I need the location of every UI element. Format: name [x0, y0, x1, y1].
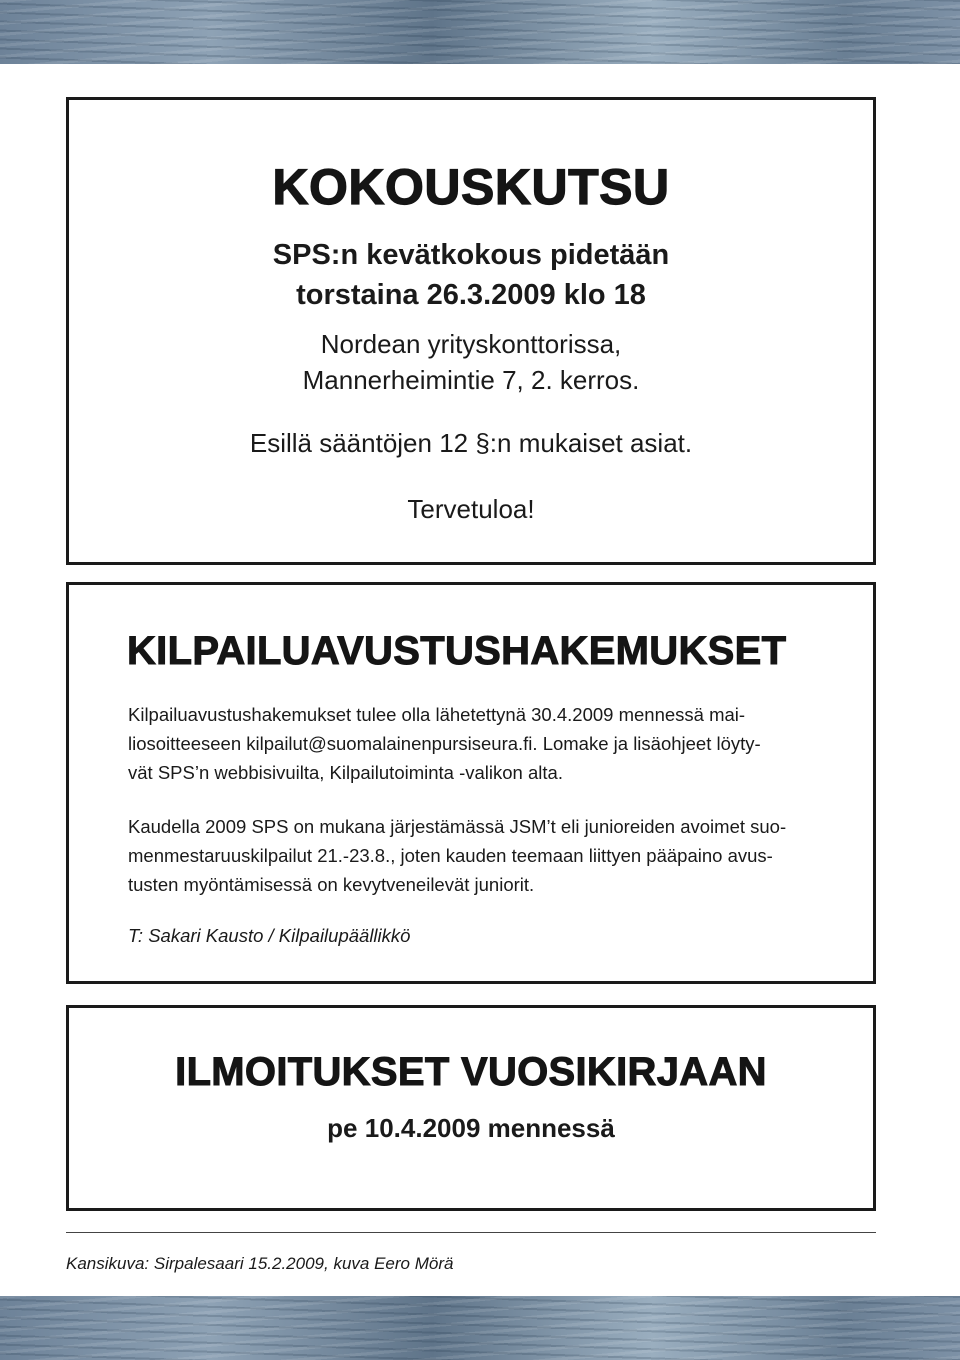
- grants-signature: T: Sakari Kausto / Kilpailupäällikkö: [128, 925, 411, 946]
- meeting-venue-line-2: Mannerheimintie 7, 2. kerros.: [302, 365, 640, 395]
- grant-applications-box: [66, 582, 876, 984]
- grants-paragraph-1-line: Kilpailuavustushakemukset tulee olla lähetettynä 30.4.2009 mennessä mai-: [128, 704, 746, 725]
- grants-paragraph-1-line: vät SPS’n webbisivuilta, Kilpailutoiminta -valikon alta.: [128, 762, 563, 783]
- grants-paragraph-2-line: Kaudella 2009 SPS on mukana järjestämässä JSM’t eli junioreiden avoimet suo-: [128, 816, 787, 837]
- meeting-title: KOKOUSKUTSU: [272, 159, 670, 215]
- meeting-welcome: Tervetuloa!: [407, 494, 535, 524]
- meeting-invitation-box: [66, 97, 876, 565]
- grants-paragraph-1-line: liosoitteeseen kilpailut@suomalainenpursiseura.fi. Lomake ja lisäohjeet löyty-: [128, 733, 761, 754]
- grants-paragraph-2-line: tusten myöntämisessä on kevytveneilevät juniorit.: [128, 874, 535, 895]
- meeting-line-1: SPS:n kevätkokous pidetään: [272, 239, 670, 271]
- yearbook-deadline: pe 10.4.2009 mennessä: [327, 1113, 615, 1143]
- caption-divider: [66, 1232, 876, 1233]
- cover-photo-caption: Kansikuva: Sirpalesaari 15.2.2009, kuva Eero Mörä: [66, 1254, 454, 1273]
- yearbook-title: ILMOITUKSET VUOSIKIRJAAN: [175, 1050, 767, 1094]
- footer-water-photo-strip: [0, 1296, 960, 1360]
- header-water-photo-strip: [0, 0, 960, 64]
- grants-paragraph-1: [128, 700, 848, 787]
- yearbook-notices-box: [66, 1005, 876, 1211]
- meeting-agenda: Esillä sääntöjen 12 §:n mukaiset asiat.: [249, 428, 693, 458]
- grants-paragraph-2-line: menmestaruuskilpailut 21.-23.8., joten kauden teemaan liittyen pääpaino avus-: [128, 845, 773, 866]
- grants-title: KILPAILUAVUSTUSHAKEMUKSET: [127, 629, 787, 673]
- meeting-line-2: torstaina 26.3.2009 klo 18: [296, 279, 646, 311]
- grants-paragraph-2: [128, 812, 848, 899]
- meeting-venue-line-1: Nordean yrityskonttorissa,: [320, 329, 622, 359]
